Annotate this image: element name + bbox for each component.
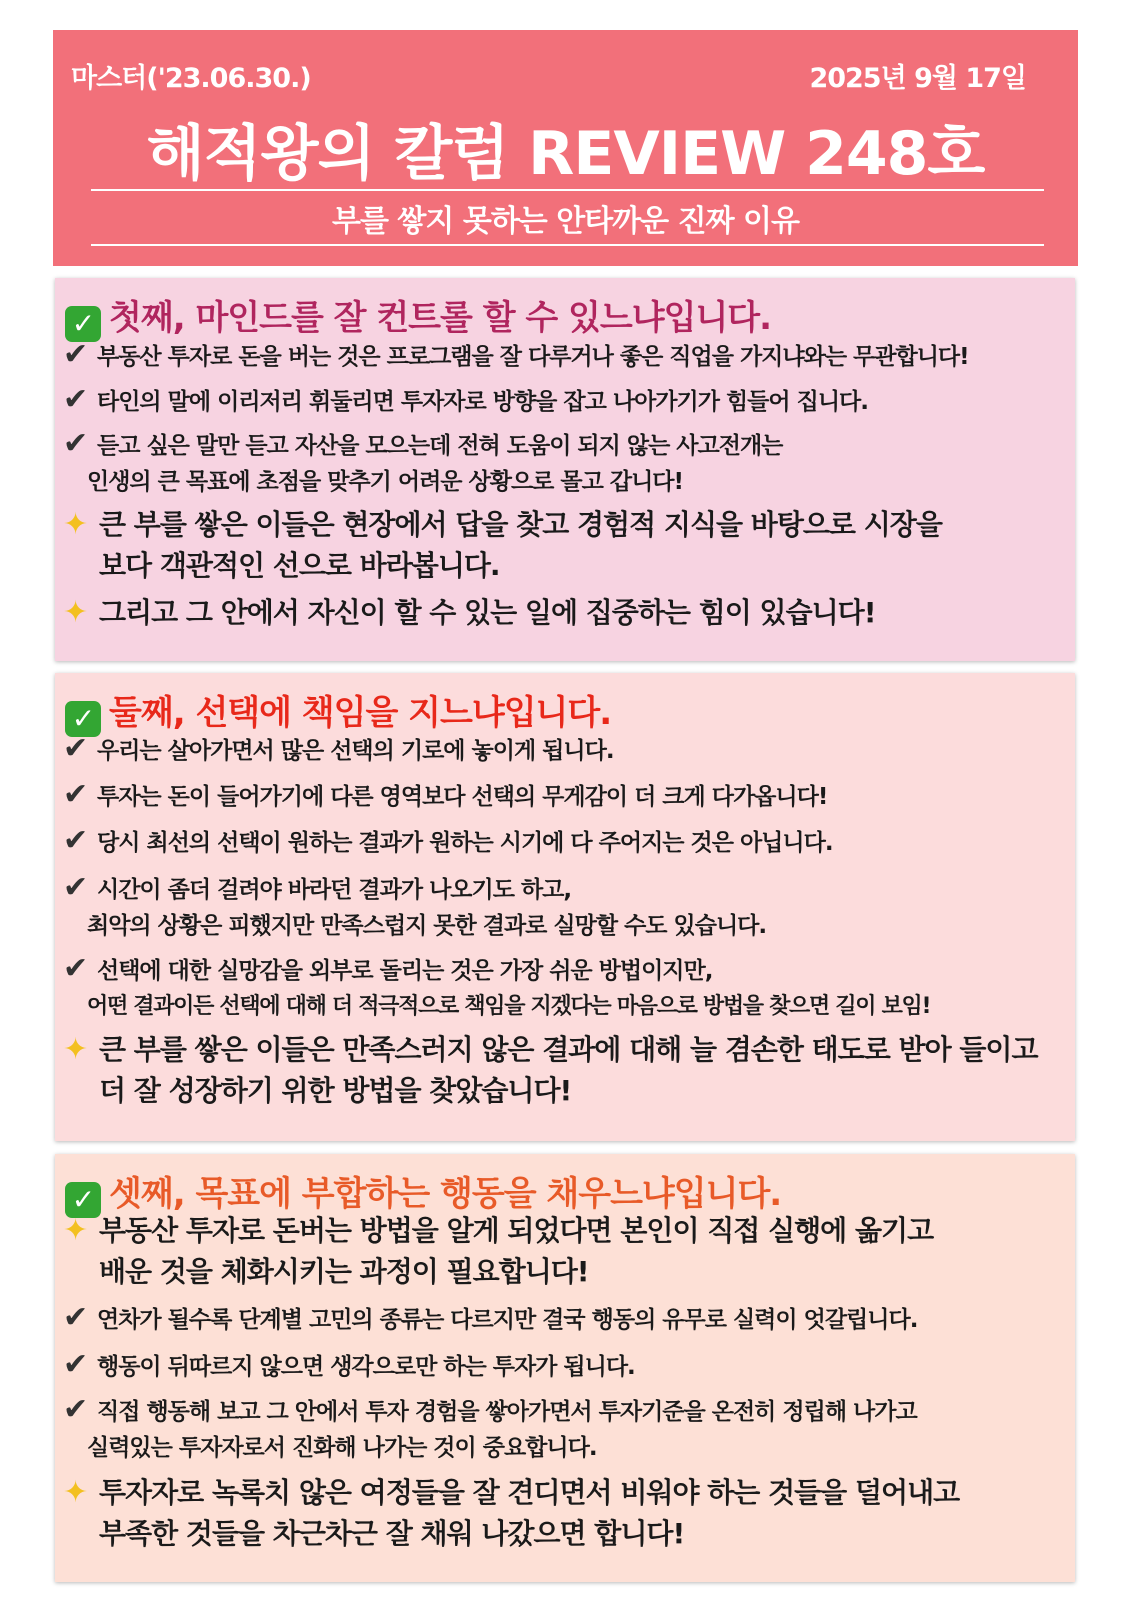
list-item — [63, 1347, 635, 1385]
master-date: 마스터('23.06.30.) — [71, 63, 311, 94]
item-text-continued: 최악의 상황은 피했지만 만족스럽지 못한 결과로 실망할 수도 있습니다. — [87, 913, 767, 939]
sparkle-star-icon: ✦ — [63, 1032, 88, 1067]
checkmark-icon: ✔ — [63, 951, 88, 986]
page-subtitle: 부를 쌓지 못하는 안타까운 진짜 이유 — [332, 204, 799, 239]
checkmark-icon: ✔ — [63, 337, 88, 372]
sparkle-star-icon: ✦ — [63, 1475, 88, 1510]
item-text: 선택에 대한 실망감을 외부로 돌리는 것은 가장 쉬운 방법이지만, — [97, 958, 713, 984]
check-box-icon: ✓ — [65, 701, 101, 737]
item-text: 듣고 싶은 말만 듣고 자산을 모으는데 전혀 도움이 되지 않는 사고전개는 — [97, 433, 783, 459]
item-text: 직접 행동해 보고 그 안에서 투자 경험을 쌓아가면서 투자기준을 온전히 정립해 나가고 — [97, 1399, 917, 1425]
list-item — [63, 1392, 917, 1466]
checkmark-icon: ✔ — [63, 382, 88, 417]
checkmark-icon: ✔ — [63, 1300, 88, 1335]
page-title: 해적왕의 칼럼 REVIEW 248호 — [146, 119, 985, 189]
sparkle-star-icon: ✦ — [63, 507, 88, 542]
sparkle-star-icon: ✦ — [63, 1213, 88, 1248]
item-text: 당시 최선의 선택이 원하는 결과가 원하는 시기에 다 주어지는 것은 아닙니다. — [97, 830, 833, 856]
section-mind-control — [55, 278, 1075, 661]
item-text-continued: 더 잘 성장하기 위한 방법을 찾았습니다! — [99, 1074, 572, 1107]
header-divider-top — [91, 189, 1044, 191]
item-text: 큰 부를 쌓은 이들은 현장에서 답을 찾고 경험적 지식을 바탕으로 시장을 — [99, 508, 942, 541]
highlight-item — [63, 1029, 1038, 1111]
section-action — [55, 1154, 1075, 1582]
section-heading — [65, 290, 771, 342]
check-box-icon: ✓ — [65, 306, 101, 342]
item-text-continued: 어떤 결과이든 선택에 대해 더 적극적으로 책임을 지겠다는 마음으로 방법을 찾으면 길이 보임! — [87, 994, 931, 1019]
highlight-item — [63, 1210, 933, 1292]
list-item — [63, 382, 868, 420]
item-text-continued: 보다 객관적인 선으로 바라봅니다. — [99, 549, 500, 582]
sparkle-star-icon: ✦ — [63, 595, 88, 630]
checkmark-icon: ✔ — [63, 426, 88, 461]
highlight-item — [63, 504, 942, 586]
highlight-item — [63, 1472, 959, 1554]
header-divider-bottom — [91, 244, 1044, 246]
checkmark-icon: ✔ — [63, 1392, 88, 1427]
list-item — [63, 823, 833, 861]
item-text: 투자자로 녹록치 않은 여정들을 잘 견디면서 비워야 하는 것들을 덜어내고 — [99, 1476, 960, 1509]
item-text: 큰 부를 쌓은 이들은 만족스러지 않은 결과에 대해 늘 겸손한 태도로 받아 들이고 — [99, 1033, 1038, 1066]
item-text: 부동산 투자로 돈을 버는 것은 프로그램을 잘 다루거나 좋은 직업을 가지냐와는 무관합니다! — [97, 344, 969, 370]
item-text: 그리고 그 안에서 자신이 할 수 있는 일에 집중하는 힘이 있습니다! — [99, 596, 876, 629]
section-responsibility — [55, 673, 1075, 1141]
list-item — [63, 426, 782, 500]
list-item — [63, 870, 766, 944]
checkmark-icon: ✔ — [63, 1347, 88, 1382]
issue-date: 2025년 9월 17일 — [809, 63, 1026, 94]
section-heading-text: 둘째, 선택에 책임을 지느냐입니다. — [109, 693, 612, 733]
item-text-continued: 인생의 큰 목표에 초점을 맞추기 어려운 상황으로 몰고 갑니다! — [87, 469, 683, 495]
item-text: 연차가 될수록 단계별 고민의 종류는 다르지만 결국 행동의 유무로 실력이 엇갈립니다. — [97, 1307, 918, 1333]
item-text: 투자는 돈이 들어가기에 다른 영역보다 선택의 무게감이 더 크게 다가옵니다! — [97, 784, 828, 810]
section-heading-text: 첫째, 마인드를 잘 컨트롤 할 수 있느냐입니다. — [109, 298, 772, 338]
list-item — [63, 731, 614, 769]
check-box-icon: ✓ — [65, 1182, 101, 1218]
item-text: 우리는 살아가면서 많은 선택의 기로에 놓이게 됩니다. — [97, 738, 614, 764]
item-text-continued: 배운 것을 체화시키는 과정이 필요합니다! — [99, 1255, 589, 1288]
item-text: 부동산 투자로 돈버는 방법을 알게 되었다면 본인이 직접 실행에 옮기고 — [99, 1214, 934, 1247]
list-item — [63, 951, 930, 1025]
item-text: 타인의 말에 이리저리 휘둘리면 투자자로 방향을 잡고 나아가기가 힘들어 집니다. — [97, 389, 868, 415]
list-item — [63, 1300, 917, 1338]
item-text: 행동이 뒤따르지 않으면 생각으로만 하는 투자가 됩니다. — [97, 1354, 635, 1380]
list-item — [63, 337, 969, 375]
checkmark-icon: ✔ — [63, 777, 88, 812]
item-text-continued: 부족한 것들을 차근차근 잘 채워 나갔으면 합니다! — [99, 1517, 685, 1550]
item-text-continued: 실력있는 투자자로서 진화해 나가는 것이 중요합니다. — [87, 1435, 597, 1461]
highlight-item — [63, 592, 876, 633]
checkmark-icon: ✔ — [63, 870, 88, 905]
checkmark-icon: ✔ — [63, 823, 88, 858]
section-heading — [65, 685, 611, 737]
checkmark-icon: ✔ — [63, 731, 88, 766]
header-banner — [53, 30, 1078, 266]
list-item — [63, 777, 827, 815]
section-heading-text: 셋째, 목표에 부합하는 행동을 채우느냐입니다. — [109, 1174, 782, 1214]
item-text: 시간이 좀더 걸려야 바라던 결과가 나오기도 하고, — [97, 877, 572, 903]
